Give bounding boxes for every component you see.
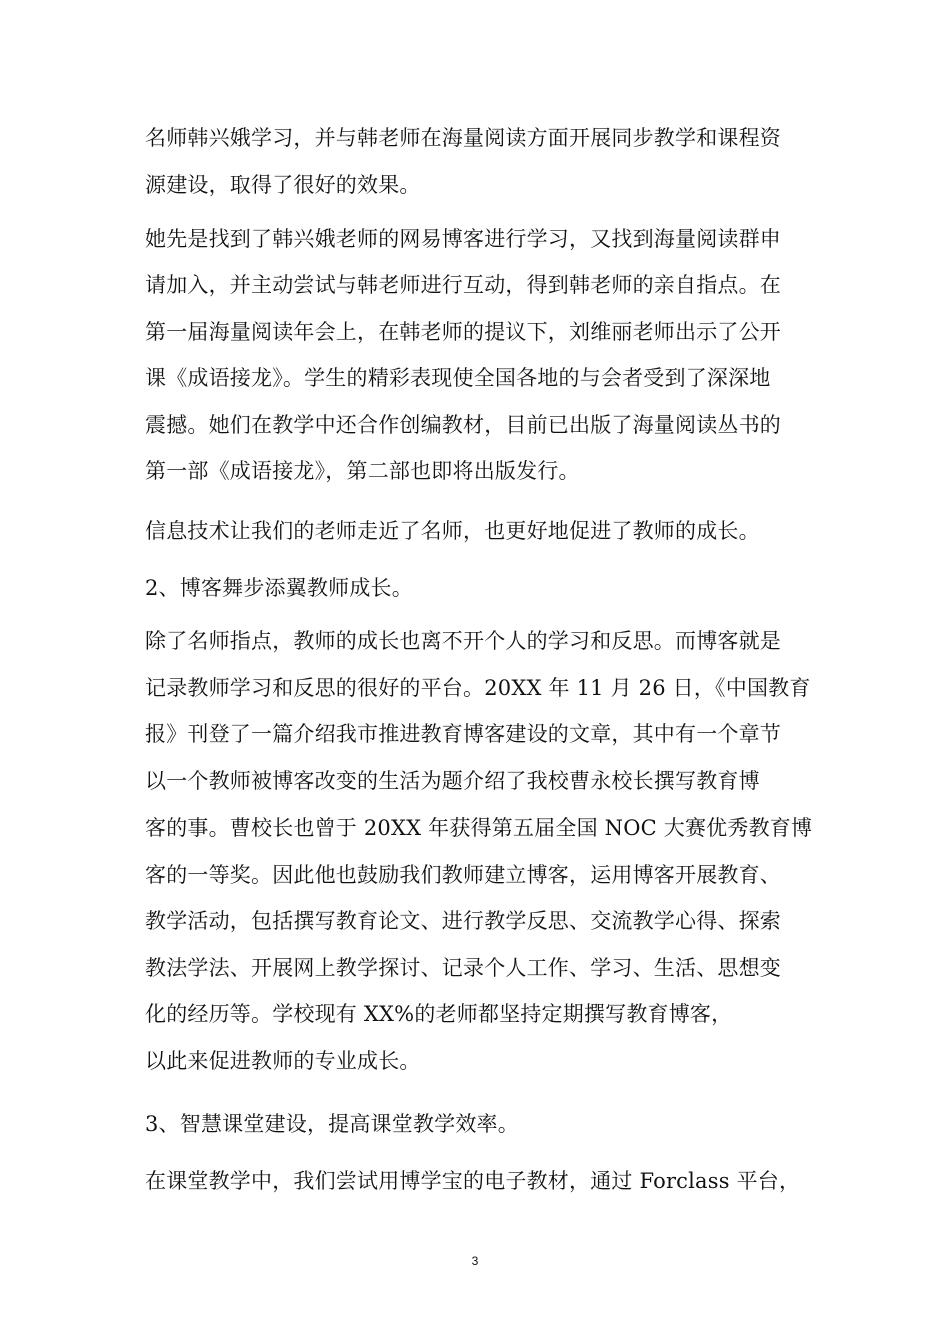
text-line: 请加入，并主动尝试与韩老师进行互动，得到韩老师的亲自指点。在 [145,273,781,297]
text-line: 客的事。曹校长也曾于 20XX 年获得第五届全国 NOC 大赛优秀教育博 [145,816,813,840]
text-line: 源建设，取得了很好的效果。 [145,173,421,197]
text-line: 第一届海量阅读年会上，在韩老师的提议下，刘维丽老师出示了公开 [145,320,781,344]
text-line: 以此来促进教师的专业成长。 [145,1049,421,1073]
text-line: 震撼。她们在教学中还合作创编教材，目前已出版了海量阅读丛书的 [145,413,781,437]
text-line: 教法学法、开展网上教学探讨、记录个人工作、学习、生活、思想变 [145,956,781,980]
text-line: 教学活动，包括撰写教育论文、进行教学反思、交流教学心得、探索 [145,909,781,933]
text-line: 记录教师学习和反思的很好的平台。20XX 年 11 月 26 日，《中国教育 [145,676,811,700]
text-line: 信息技术让我们的老师走近了名师，也更好地促进了教师的成长。 [145,519,760,543]
text-line: 名师韩兴娥学习，并与韩老师在海量阅读方面开展同步教学和课程资 [145,126,781,150]
text-line: 化的经历等。学校现有 XX%的老师都坚持定期撰写教育博客， [145,1002,733,1026]
text-line: 在课堂教学中，我们尝试用博学宝的电子教材，通过 Forclass 平台， [145,1169,801,1193]
text-line: 她先是找到了韩兴娥老师的网易博客进行学习，又找到海量阅读群申 [145,227,781,251]
text-line: 除了名师指点，教师的成长也离不开个人的学习和反思。而博客就是 [145,629,781,653]
text-line: 报》刊登了一篇介绍我市推进教育博客建设的文章，其中有一个章节 [145,722,781,746]
section-heading: 2、博客舞步添翼教师成长。 [145,576,413,600]
page-number: 3 [471,1254,479,1268]
text-line: 第一部《成语接龙》，第二部也即将出版发行。 [145,459,580,483]
section-heading: 3、智慧课堂建设，提高课堂教学效率。 [145,1112,519,1136]
text-line: 以一个教师被博客改变的生活为题介绍了我校曹永校长撰写教育博 [145,769,760,793]
text-line: 客的一等奖。因此他也鼓励我们教师建立博客，运用博客开展教育、 [145,863,781,887]
text-line: 课《成语接龙》。学生的精彩表现使全国各地的与会者受到了深深地 [145,366,771,390]
